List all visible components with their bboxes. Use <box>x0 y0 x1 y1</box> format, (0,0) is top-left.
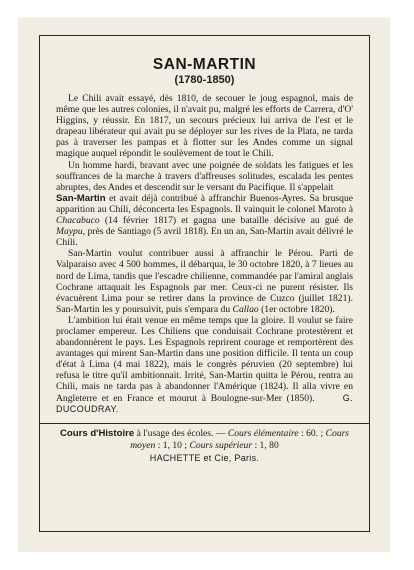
paragraph-4 <box>56 315 353 415</box>
footer-publisher: HACHETTE et Cie, Paris. <box>149 452 260 463</box>
paragraph-2 <box>56 160 353 249</box>
biography-text <box>56 93 353 415</box>
footer-price-1: : 60. ; <box>301 427 324 439</box>
p4-text: L'ambition lui était venue en même temps que la gloire. Il voulut se faire proclamer empereur. Les Chiliens que conduisait Cochrane protestèrent et abandonnèrent le pays. Les Espagnols reprirent courage et remportèrent des avantages qui mirent San-Martin dans une position difficile. Il tenta un coup d'état à Lima (4 mai 1822), mais le congrès péruvien (20 septembre) lui refusa le titre qu'il ambitionnait. Irrité, San-Martin quitta le Pérou, rentra au Chili, mais ne tarda pas à abandonner l'Amérique (1824). Il alla vivre en Angleterre et en France et mourut à Boulogne-sur-Mer (1850). <box>56 314 353 404</box>
footer-course-2: Cours moyen <box>130 427 350 451</box>
life-dates: (1780-1850) <box>174 74 235 86</box>
footer-price-3: : 1, 80 <box>254 439 279 451</box>
p3-text-b: (1er octobre 1820). <box>261 303 335 315</box>
p3-text-a: San-Martin voulut contribuer aussi à affranchir le Pérou. Parti de Valparaiso avec 4 500 hommes, il débarqua, le 30 octobre 1820, à 7 lieues au nord de Lima, tandis que l'escadre chilienne, commandée par l'amiral anglais Cochrane attaquait les Espagnols par mer. Ceux-ci ne purent résister. Ils évacuèrent Lima pour se retirer dans la province de Cuzco (juillet 1821). San-Martin les y poursuivit, puis s'empara du <box>56 248 353 315</box>
card-title: SAN-MARTIN <box>152 56 257 73</box>
p2-place-chacabuco: Chacabuco <box>56 215 100 227</box>
author-signature: G. DUCOUDRAY. <box>56 392 353 414</box>
footer-price-2: : 1, 10 ; <box>157 439 188 451</box>
paragraph-1: Le Chili avait essayé, dès 1810, de secouer le joug espagnol, mais de même que les autres colonies, il n'avait pu, malgré les efforts de Carrera, d'O' Higgins, y réussir. En 1817, un secours précieux lui arriva de l'est et le drapeau libérateur qui avait pu se déployer sur les rives de la Plata, ne tarda pas à traverser les pampas et à flotter sur les Andes comme un signal magique auquel répondit le soulèvement de tout le Chili. <box>56 93 353 160</box>
p2-text-a: Un homme hardi, bravant avec une poignée de soldats les fatigues et les souffrances de la marche à travers d'affreuses solitudes, escalada les pentes abruptes, des Andes et descendit sur le versant du Pacifique. Il s'appelait <box>56 159 353 193</box>
p2-name: San-Martin <box>56 192 106 204</box>
p3-place-callao: Callao <box>232 303 259 315</box>
footer-course-1: Cours élémentaire <box>227 427 299 439</box>
footer-course-3: Cours supérieur <box>189 439 253 451</box>
trading-card <box>19 18 389 551</box>
card-frame <box>39 35 370 532</box>
p2-text-d: , près de Santiago (5 avril 1818). En un an, San-Martin avait délivré le Chili. <box>56 226 353 249</box>
paragraph-3 <box>56 248 353 315</box>
p2-text-b: et avait déjà contribué à affranchir Buenos-Ayres. Sa brusque apparition au Chili, déconcerta les Espagnols. Il vainquit le colonel Maroto à <box>56 192 354 215</box>
p2-place-maypu: Maypu <box>56 226 83 238</box>
footer-usage: à l'usage des écoles. — <box>136 427 226 439</box>
footer-series: Cours d'Histoire <box>59 427 135 439</box>
p2-text-c: (14 février 1817) et gagna une bataille décisive au gué de <box>104 215 354 227</box>
footer <box>56 424 353 465</box>
